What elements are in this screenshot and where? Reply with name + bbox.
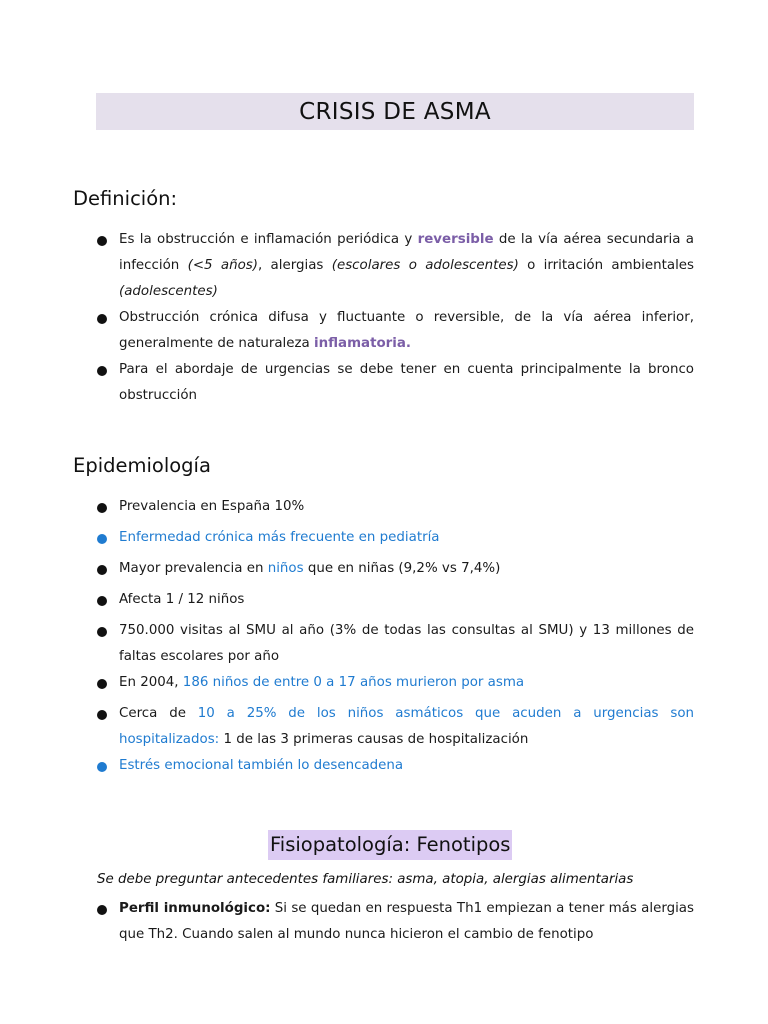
list-item: Cerca de 10 a 25% de los niños asmáticos que acuden a urgencias son hospitalizados: 1 de las 3 primeras causas de hospitalización [96,701,694,753]
epidemiologia-list [96,494,694,779]
definicion-list [96,227,694,409]
highlight-reversible: reversible [417,232,494,247]
page-title: CRISIS DE ASMA [96,93,694,130]
section-heading-definicion: Definición: [73,187,178,210]
bullet-icon [97,314,107,324]
list-item: Afecta 1 / 12 niños [96,587,694,613]
bullet-icon [97,627,107,637]
section-heading-epidemiologia: Epidemiología [73,454,211,477]
note-text: Se debe preguntar antecedentes familiares: asma, atopia, alergias alimentarias [97,872,634,887]
section-heading-fisiopatologia: Fisiopatología: Fenotipos [268,830,512,860]
list-item: Perfil inmunológico: Si se quedan en respuesta Th1 empiezan a tener más alergias que Th2. Cuando salen al mundo nunca hicieron el cambio de fenotipo [96,896,694,948]
list-item: Enfermedad crónica más frecuente en pediatría [96,525,694,551]
bullet-icon [97,565,107,575]
list-item: Mayor prevalencia en niños que en niñas (9,2% vs 7,4%) [96,556,694,582]
list-item: Es la obstrucción e inflamación periódica y reversible de la vía aérea secundaria a infección (<5 años), alergias (escolares o adolescentes) o irritación ambientales (adolescentes) [96,227,694,305]
fisiopatologia-list [96,896,694,948]
list-item: Prevalencia en España 10% [96,494,694,520]
bullet-icon [97,762,107,772]
bullet-icon [97,366,107,376]
bullet-icon [97,905,107,915]
list-item: En 2004, 186 niños de entre 0 a 17 años murieron por asma [96,670,694,696]
list-item: Estrés emocional también lo desencadena [96,753,694,779]
bullet-icon [97,596,107,606]
highlight-inflamatoria: inflamatoria. [314,336,411,351]
list-item: Obstrucción crónica difusa y fluctuante o reversible, de la vía aérea inferior, generalmente de naturaleza inflamatoria. [96,305,694,357]
list-item: 750.000 visitas al SMU al año (3% de todas las consultas al SMU) y 13 millones de faltas escolares por año [96,618,694,670]
bullet-icon [97,503,107,513]
bullet-icon [97,534,107,544]
list-item: Para el abordaje de urgencias se debe tener en cuenta principalmente la bronco obstrucción [96,357,694,409]
bullet-icon [97,679,107,689]
bullet-icon [97,236,107,246]
bullet-icon [97,710,107,720]
